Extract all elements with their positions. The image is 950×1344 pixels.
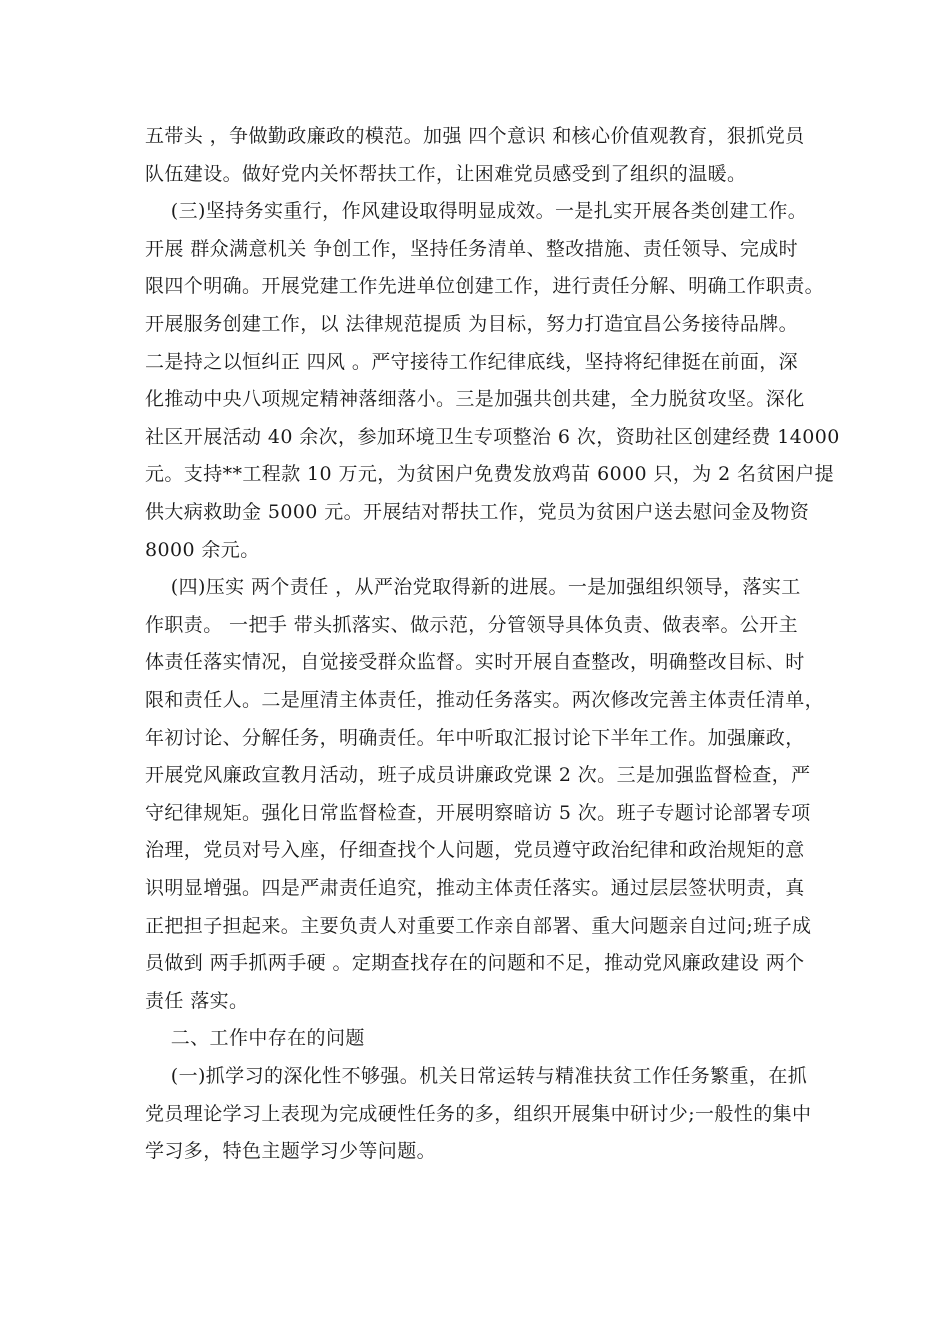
text-line: (一)抓学习的深化性不够强。机关日常运转与精准扶贫工作任务繁重，在抓 — [145, 1065, 808, 1087]
text-line: 开展党风廉政宣教月活动，班子成员讲廉政党课 2 次。三是加强监督检查，严 — [145, 764, 811, 786]
text-line: 供大病救助金 5000 元。开展结对帮扶工作，党员为贫困户送去慰问金及物资 — [145, 501, 810, 523]
text-line: 体责任落实情况，自觉接受群众监督。实时开展自查整改，明确整改目标、时 — [145, 651, 805, 673]
text-line: 限四个明确。开展党建工作先进单位创建工作，进行责任分解、明确工作职责。 — [145, 275, 825, 297]
text-line: 队伍建设。做好党内关怀帮扶工作，让困难党员感受到了组织的温暖。 — [145, 163, 747, 185]
text-line: 守纪律规矩。强化日常监督检查，开展明察暗访 5 次。班子专题讨论部署专项 — [145, 802, 811, 824]
text-line: 开展服务创建工作，以 法律规范提质 为目标，努力打造宜昌公务接待品牌。 — [145, 313, 799, 335]
text-line: 社区开展活动 40 余次，参加环境卫生专项整治 6 次，资助社区创建经费 14000 — [145, 426, 840, 448]
text-line: 作职责。 一把手 带头抓落实、做示范，分管领导具体负责、做表率。公开主 — [145, 614, 799, 636]
text-line: (四)压实 两个责任 ，从严治党取得新的进展。一是加强组织领导，落实工 — [145, 576, 801, 598]
text-line: 识明显增强。四是严肃责任追究，推动主体责任落实。通过层层签状明责，真 — [145, 877, 805, 899]
text-line: (三)坚持务实重行，作风建设取得明显成效。一是扎实开展各类创建工作。 — [145, 200, 808, 222]
text-line: 五带头 ，争做勤政廉政的模范。加强 四个意识 和核心价值观教育，狠抓党员 — [145, 125, 805, 147]
text-line: 二、工作中存在的问题 — [145, 1027, 365, 1049]
text-line: 元。支持**工程款 10 万元，为贫困户免费发放鸡苗 6000 只，为 2 名贫困户提 — [145, 463, 835, 485]
text-line: 化推动中央八项规定精神落细落小。三是加强共创共建，全力脱贫攻坚。深化 — [145, 388, 805, 410]
text-line: 员做到 两手抓两手硬 。定期查找存在的问题和不足，推动党风廉政建设 两个 — [145, 952, 805, 974]
text-line: 开展 群众满意机关 争创工作，坚持任务清单、整改措施、责任领导、完成时 — [145, 238, 799, 260]
text-line: 责任 落实。 — [145, 990, 249, 1012]
text-line: 8000 余元。 — [145, 539, 260, 561]
text-line: 治理，党员对号入座，仔细查找个人问题，党员遵守政治纪律和政治规矩的意 — [145, 839, 805, 861]
text-line: 学习多，特色主题学习少等问题。 — [145, 1140, 437, 1162]
text-line: 党员理论学习上表现为完成硬性任务的多，组织开展集中研讨少;一般性的集中 — [145, 1103, 812, 1125]
text-line: 二是持之以恒纠正 四风 。严守接待工作纪律底线，坚持将纪律挺在前面，深 — [145, 351, 799, 373]
text-line: 限和责任人。二是厘清主体责任，推动任务落实。两次修改完善主体责任清单， — [145, 689, 825, 711]
text-line: 年初讨论、分解任务，明确责任。年中听取汇报讨论下半年工作。加强廉政， — [145, 727, 805, 749]
text-line: 正把担子担起来。主要负责人对重要工作亲自部署、重大问题亲自过问;班子成 — [145, 915, 812, 937]
